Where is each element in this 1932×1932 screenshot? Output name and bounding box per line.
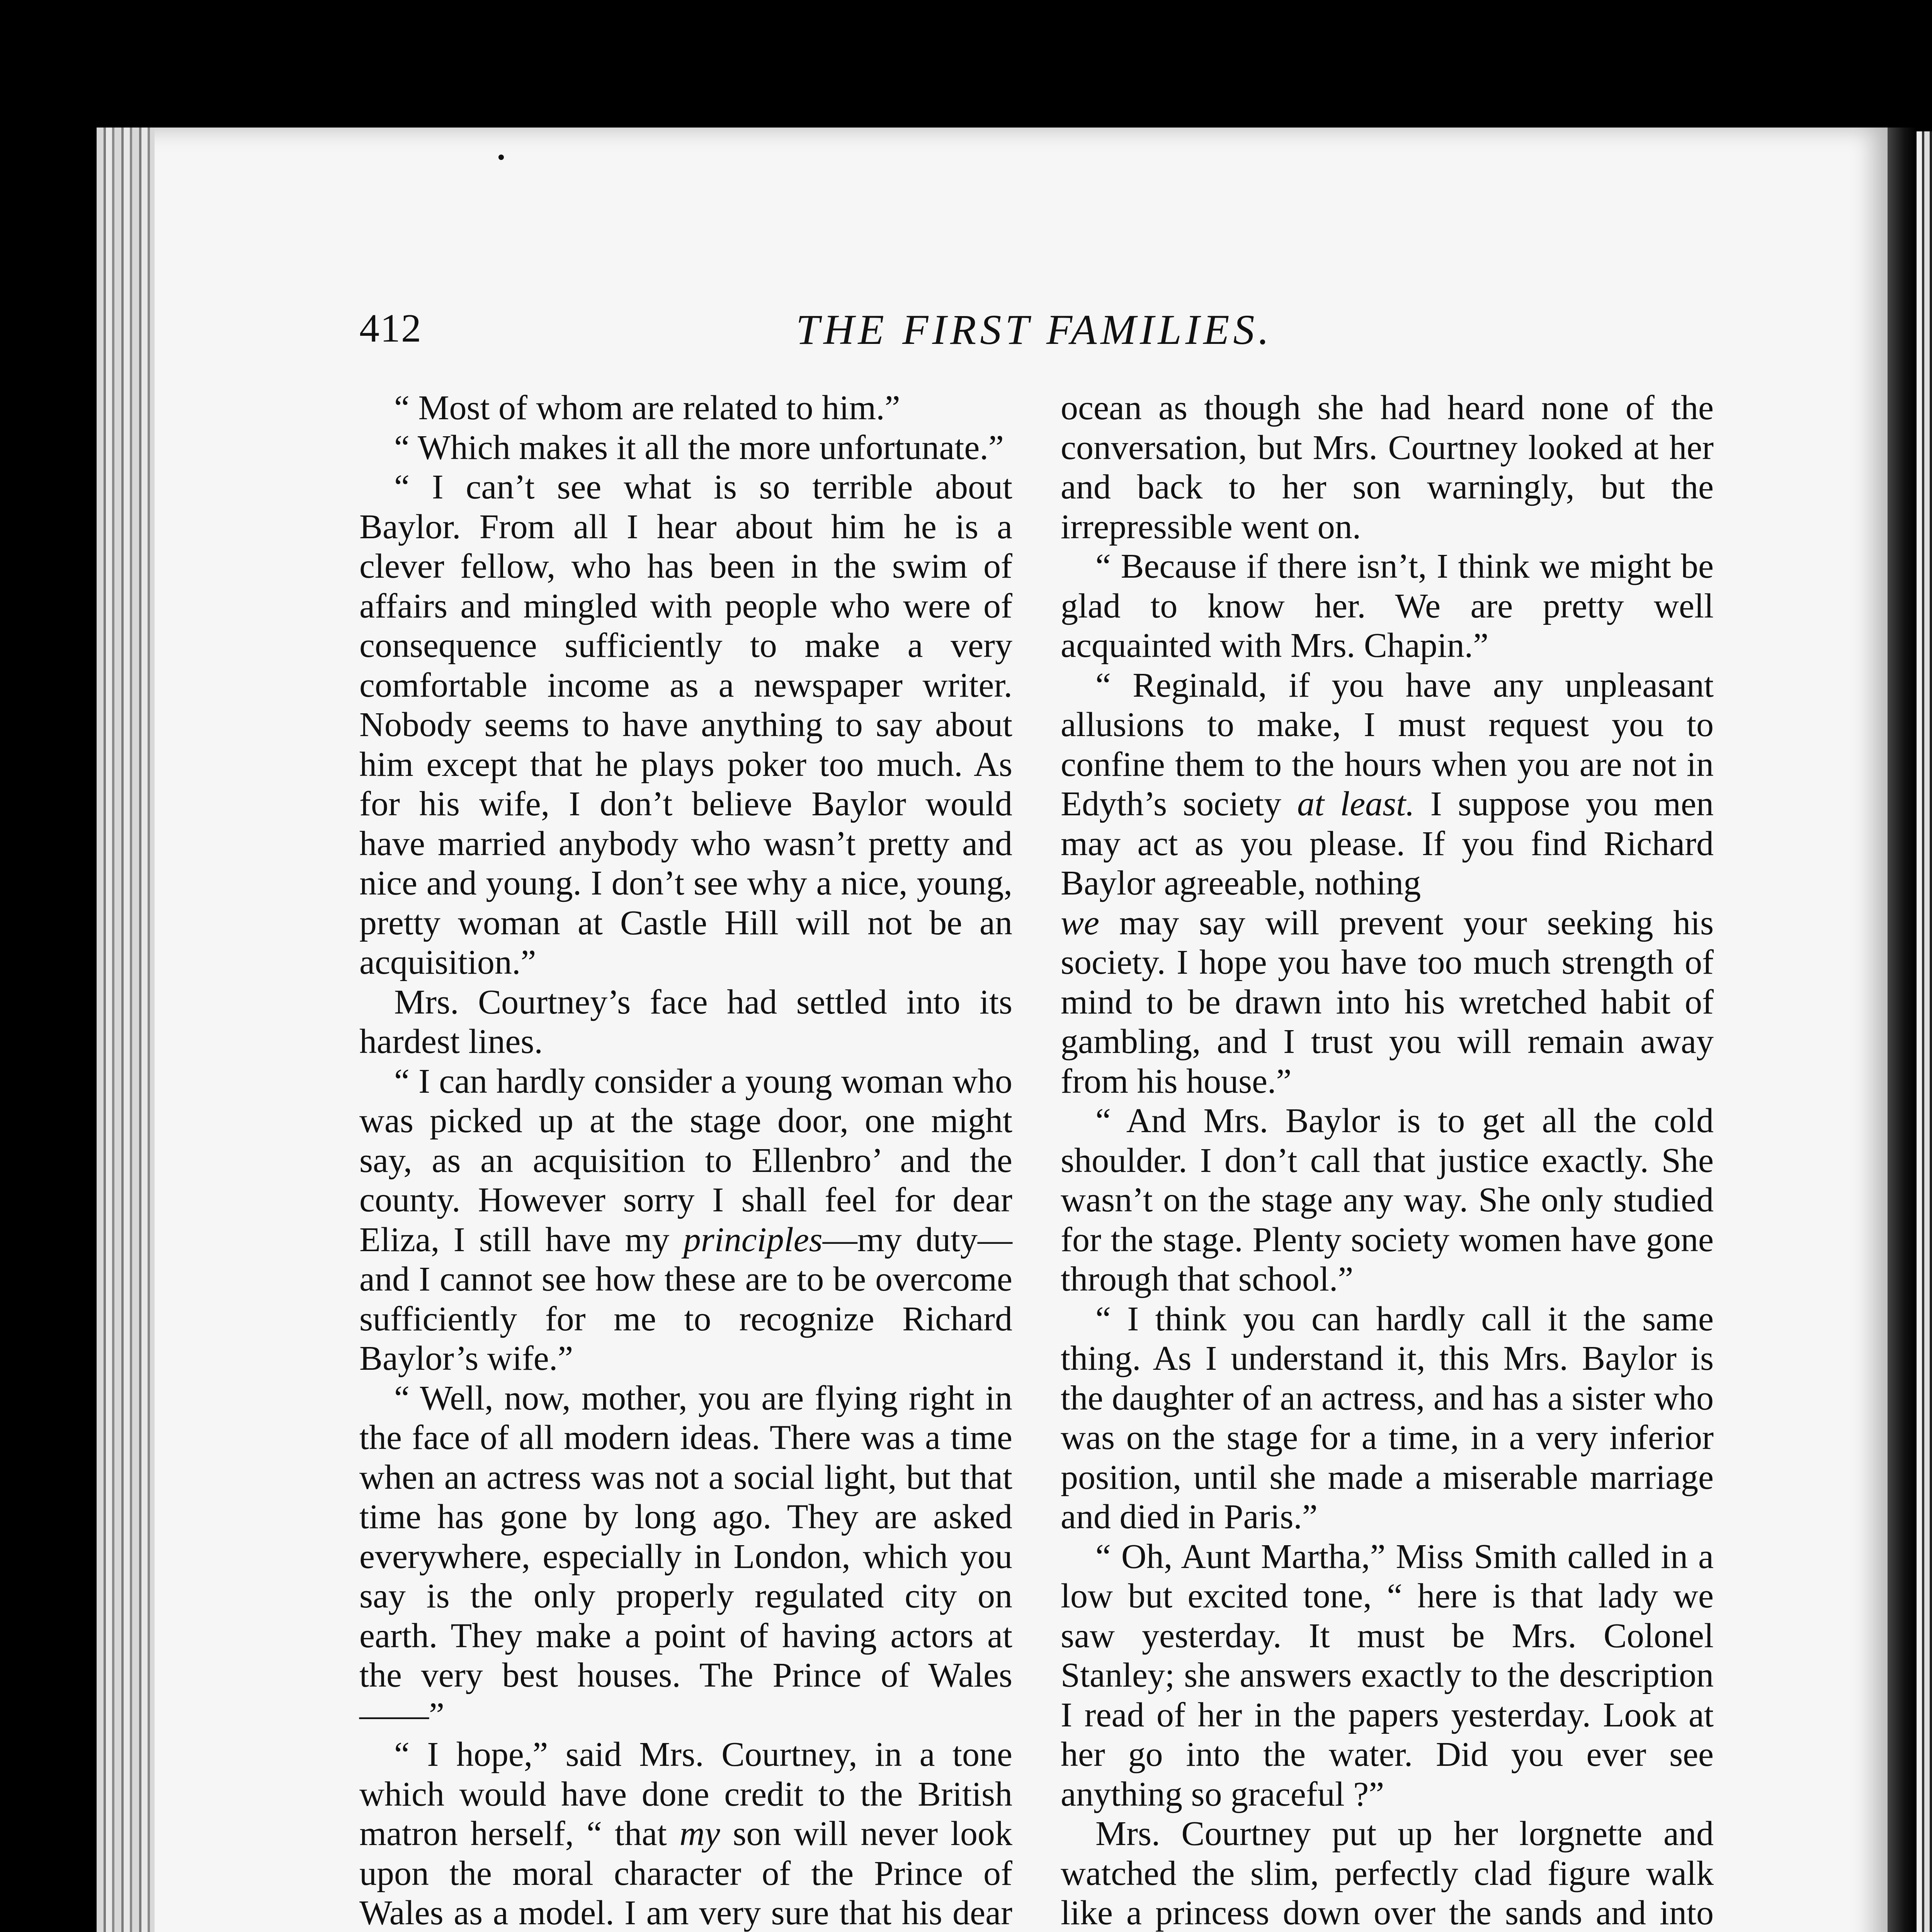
paragraph-text: ocean as though she had heard none of the conversation, but Mrs. Courtney looked at her and back to her son warningly, but the irrepressible went on.	[1061, 389, 1714, 546]
paragraph-text: “ Which makes it all the more unfortunate.”	[394, 428, 1004, 467]
page-gutter-shadow	[1888, 128, 1917, 1932]
right-text-column	[1061, 388, 1714, 1932]
paragraph-text: “ I hope,” said Mrs. Courtney, in a tone which would have done credit to the British matron herself, “ that	[359, 1735, 1012, 1853]
paragraph-text: “ Most of whom are related to him.”	[394, 389, 900, 427]
italic-emphasis: we	[1061, 903, 1099, 942]
paragraph-text: “ Oh, Aunt Martha,” Miss Smith called in a low but excited tone, “ here is that lady we saw yesterday. It must be Mrs. Colonel Stanley; she answers exactly to the description I read of her in the papers yesterday. Look at her go into the water. Did you ever see anything so graceful ?”	[1061, 1537, 1714, 1813]
paragraph	[359, 983, 1012, 1062]
next-page-edge	[1917, 131, 1932, 1932]
page-number: 412	[359, 306, 422, 350]
paragraph-text: “ I can hardly consider a young woman who was picked up at the stage door, one might say, as an acquisition to Ellenbro’ and the county. However sorry I shall feel for dear Eliza, I still have my	[359, 1062, 1012, 1259]
print-speck	[498, 155, 504, 160]
paragraph	[1061, 1299, 1714, 1537]
left-text-column	[359, 388, 1012, 1932]
paragraph	[1061, 903, 1714, 1102]
paragraph-text: “ Well, now, mother, you are flying right in the face of all modern ideas. There was a time when an actress was not a social light, but that time has gone by long ago. They are asked everywhere, especially in London, which you say is the only properly regulated city on earth. They make a point of having actors at the very best houses. The Prince of Wales——”	[359, 1379, 1012, 1734]
paragraph	[359, 1379, 1012, 1735]
paragraph	[359, 388, 1012, 428]
paragraph-text: Mrs. Courtney’s face had settled into its hardest lines.	[359, 983, 1012, 1061]
paragraph-text: “ I can’t see what is so terrible about Baylor. From all I hear about him he is a clever fellow, who has been in the swim of affairs and mingled with people who were of consequence sufficiently to make a very comfortable income as a newspaper writer. Nobody seems to have anything to say about him except that he plays poker too much. As for his wife, I don’t believe Baylor would have married anybody who wasn’t pretty and nice and young. I don’t see why a nice, young, pretty woman at Castle Hill will not be an acquisition.”	[359, 468, 1012, 981]
paragraph	[1061, 666, 1714, 903]
paragraph-text: “ And Mrs. Baylor is to get all the cold shoulder. I don’t call that justice exactly. She wasn’t on the stage any way. She only studied for the stage. Plenty society women have gone through that school.”	[1061, 1102, 1714, 1298]
paragraph-text: “ I think you can hardly call it the same thing. As I understand it, this Mrs. Baylor is the daughter of an actress, and has a sister who was on the stage for a time, in a very inferior position, until she made a miserable marriage and died in Paris.”	[1061, 1299, 1714, 1536]
running-head-title: THE FIRST FAMILIES.	[796, 306, 1273, 353]
paragraph	[1061, 1814, 1714, 1932]
paragraph-text: son will never look upon the moral character of the Prince of Wales as a model. I am very sure that his dear	[359, 1815, 1012, 1932]
book-binding-edge	[97, 128, 155, 1932]
paragraph	[359, 428, 1012, 468]
paragraph	[1061, 1537, 1714, 1815]
paragraph-text: —my duty—and I cannot see how these are to be overcome sufficiently for me to recognize Richard Baylor’s wife.”	[359, 1220, 1012, 1378]
paragraph-text: I suppose you men may act as you please. If you find Richard Baylor agreeable, nothing	[1061, 785, 1714, 902]
paragraph-text: “ Reginald, if you have any unpleasant allusions to make, I must request you to confine them to the hours when you are not in Edyth’s society	[1061, 666, 1714, 823]
paragraph	[359, 468, 1012, 983]
paragraph	[1061, 547, 1714, 666]
italic-emphasis: at least.	[1297, 785, 1415, 823]
paragraph	[1061, 388, 1714, 547]
paragraph-text: Mrs. Courtney put up her lorgnette and watched the slim, perfectly clad figure walk like a princess down over the sands and into	[1061, 1815, 1714, 1932]
paragraph	[1061, 1101, 1714, 1299]
paragraph	[359, 1062, 1012, 1379]
italic-emphasis: my	[679, 1815, 720, 1853]
italic-emphasis: principles	[683, 1220, 823, 1259]
running-head	[359, 305, 1731, 359]
paragraph	[359, 1735, 1012, 1932]
paragraph-text: may say will prevent your seeking his society. I hope you have too much strength of mind to be drawn into his wretched habit of gambling, and I trust you will remain away from his house.”	[1061, 903, 1714, 1100]
paragraph-text: “ Because if there isn’t, I think we might be glad to know her. We are pretty well acquainted with Mrs. Chapin.”	[1061, 547, 1714, 665]
